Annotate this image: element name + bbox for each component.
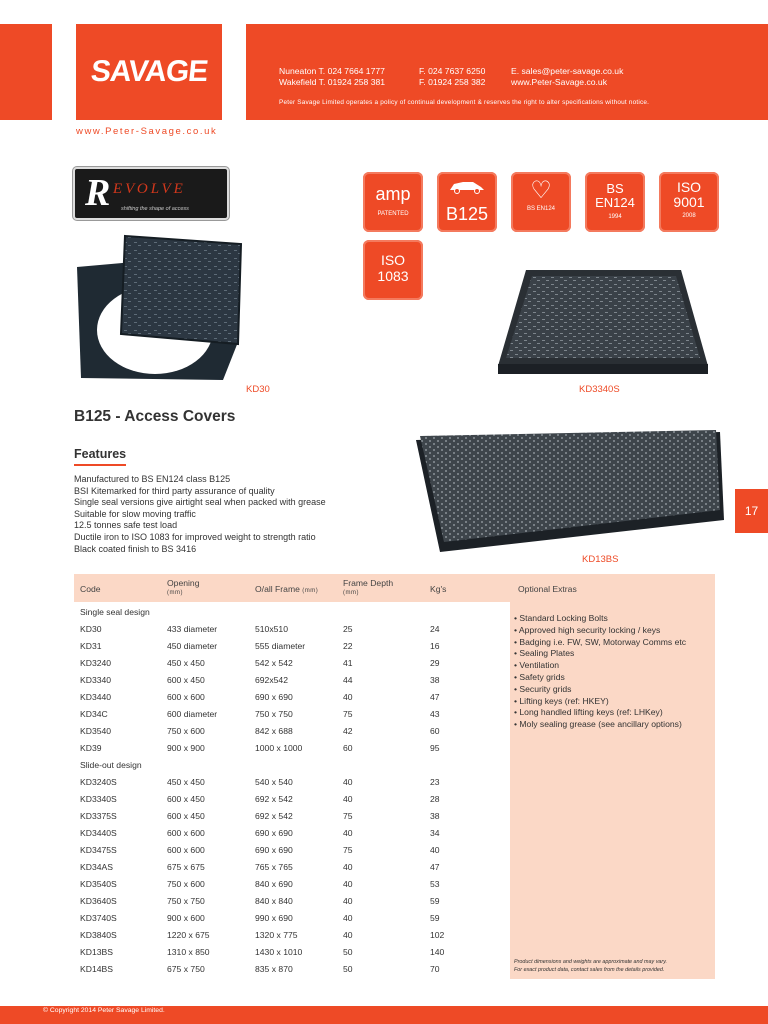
- cell-depth: 40: [343, 879, 353, 889]
- caption-kd30: KD30: [246, 384, 270, 395]
- cell-depth: 40: [343, 794, 353, 804]
- cell-depth: 25: [343, 624, 353, 634]
- iso-1083-badge: ISO 1083: [363, 240, 423, 300]
- cell-kg: 59: [430, 896, 440, 906]
- cell-kg: 28: [430, 794, 440, 804]
- cell-kg: 70: [430, 964, 440, 974]
- cell-code: Slide-out design: [80, 760, 142, 770]
- contact-block: [279, 66, 623, 88]
- cell-opening: 600 x 600: [167, 828, 205, 838]
- savage-logo: [76, 24, 222, 120]
- cell-depth: 75: [343, 811, 353, 821]
- extra-item: • Sealing Plates: [514, 648, 575, 659]
- bs-en124-badge: BS EN124 1994: [585, 172, 645, 232]
- feature-item: Ductile iron to ISO 1083 for improved weight to strength ratio: [74, 531, 316, 542]
- cell-kg: 47: [430, 862, 440, 872]
- feature-item: Suitable for slow moving traffic: [74, 508, 196, 519]
- features-heading: Features: [74, 447, 126, 466]
- cell-frame: 765 x 765: [255, 862, 293, 872]
- cell-kg: 140: [430, 947, 445, 957]
- contact-email[interactable]: E. sales@peter-savage.co.uk: [511, 66, 624, 76]
- cell-depth: 60: [343, 743, 353, 753]
- cell-kg: 16: [430, 641, 440, 651]
- footer-bar: [0, 1006, 768, 1024]
- cell-depth: 40: [343, 862, 353, 872]
- header-kg: Kg's: [430, 584, 447, 594]
- cell-opening: 600 x 600: [167, 692, 205, 702]
- cell-code: KD34AS: [80, 862, 113, 872]
- logo-text: SAVAGE: [89, 55, 209, 88]
- cell-code: KD3340: [80, 675, 112, 685]
- cell-code: KD3440S: [80, 828, 117, 838]
- cell-kg: 23: [430, 777, 440, 787]
- cell-code: KD14BS: [80, 964, 113, 974]
- cell-frame: 990 x 690: [255, 913, 293, 923]
- cell-depth: 40: [343, 828, 353, 838]
- copyright: © Copyright 2014 Peter Savage Limited.: [43, 1007, 165, 1014]
- cell-frame: 842 x 688: [255, 726, 293, 736]
- feature-item: Manufactured to BS EN124 class B125: [74, 474, 231, 484]
- cell-frame: 542 x 542: [255, 658, 293, 668]
- header-code: Code: [80, 584, 101, 594]
- cell-depth: 75: [343, 709, 353, 719]
- cell-opening: 675 x 750: [167, 964, 205, 974]
- cell-frame: 1320 x 775: [255, 930, 298, 940]
- page-title: B125 - Access Covers: [74, 408, 236, 425]
- cell-opening: 600 x 450: [167, 675, 205, 685]
- cell-depth: 40: [343, 692, 353, 702]
- iso-9001-badge: ISO 9001 2008: [659, 172, 719, 232]
- cell-frame: 835 x 870: [255, 964, 293, 974]
- cell-opening: 600 diameter: [167, 709, 218, 719]
- cell-code: KD31: [80, 641, 102, 651]
- extra-item: • Standard Locking Bolts: [514, 613, 608, 623]
- disclaimer-note: Product dimensions and weights are approximate and may vary. For exact product data, contact sales from the details provided.: [514, 959, 668, 973]
- cell-frame: 555 diameter: [255, 641, 306, 651]
- cell-kg: 24: [430, 624, 440, 634]
- cell-opening: 1220 x 675: [167, 930, 210, 940]
- extra-item: • Moly sealing grease (see ancillary options): [514, 719, 682, 730]
- kd3340s-cover-photo: [496, 268, 711, 376]
- cell-code: KD3375S: [80, 811, 117, 821]
- header-depth: Frame Depth (mm): [343, 578, 394, 596]
- cell-depth: 40: [343, 913, 353, 923]
- cell-frame: 692 x 542: [255, 811, 293, 821]
- cell-code: KD3740S: [80, 913, 117, 923]
- cell-opening: 900 x 900: [167, 743, 205, 753]
- cell-frame: 1430 x 1010: [255, 947, 303, 957]
- cell-kg: 38: [430, 811, 440, 821]
- cell-opening: 433 diameter: [167, 624, 218, 634]
- cell-kg: 47: [430, 692, 440, 702]
- cell-code: KD3240: [80, 658, 112, 668]
- cell-opening: 900 x 600: [167, 913, 205, 923]
- caption-kd13bs: KD13BS: [582, 554, 619, 565]
- cell-frame: 750 x 750: [255, 709, 293, 719]
- cell-frame: 690 x 690: [255, 845, 293, 855]
- extra-item: • Lifting keys (ref: HKEY): [514, 695, 609, 706]
- cell-frame: 540 x 540: [255, 777, 293, 787]
- kitemark-icon: ♡: [530, 177, 552, 204]
- cell-frame: 840 x 840: [255, 896, 293, 906]
- kitemark-badge: ♡ BS EN124: [511, 172, 571, 232]
- cell-opening: 750 x 750: [167, 896, 205, 906]
- cell-frame: 690 x 690: [255, 692, 293, 702]
- extra-item: • Safety grids: [514, 671, 565, 682]
- cell-code: KD3440: [80, 692, 112, 702]
- cell-opening: 600 x 450: [167, 811, 205, 821]
- features-list: [74, 474, 326, 555]
- cell-kg: 29: [430, 658, 440, 668]
- contact-website[interactable]: www.Peter-Savage.co.uk: [511, 77, 608, 87]
- extra-item: • Security grids: [514, 683, 572, 694]
- cell-code: KD3340S: [80, 794, 117, 804]
- cell-frame: 840 x 690: [255, 879, 293, 889]
- website-link[interactable]: www.Peter-Savage.co.uk: [76, 126, 218, 137]
- cell-opening: 450 x 450: [167, 658, 205, 668]
- cell-opening: 750 x 600: [167, 726, 205, 736]
- caption-kd3340s: KD3340S: [579, 384, 620, 395]
- feature-item: Black coated finish to BS 3416: [74, 543, 197, 554]
- cell-frame: 692x542: [255, 675, 288, 685]
- extra-item: • Ventilation: [514, 660, 560, 671]
- cell-depth: 75: [343, 845, 353, 855]
- cell-opening: 675 x 675: [167, 862, 205, 872]
- policy-text: Peter Savage Limited operates a policy of continual development & reserves the right to alter specifications without notice.: [279, 99, 650, 106]
- extra-item: • Approved high security locking / keys: [514, 624, 661, 635]
- feature-item: Single seal versions give airtight seal when packed with grease: [74, 497, 326, 508]
- cell-opening: 1310 x 850: [167, 947, 210, 957]
- b125-badge: B125: [437, 172, 497, 232]
- revolve-logo: R EVOLVE shifting the shape of access: [73, 167, 229, 220]
- feature-item: BSI Kitemarked for third party assurance of quality: [74, 485, 275, 496]
- cell-depth: 42: [343, 726, 353, 736]
- cell-opening: 600 x 450: [167, 794, 205, 804]
- cell-code: KD3840S: [80, 930, 117, 940]
- cell-depth: 40: [343, 930, 353, 940]
- cell-code: KD39: [80, 743, 102, 753]
- cell-depth: 40: [343, 777, 353, 787]
- extra-item: • Badging i.e. FW, SW, Motorway Comms etc: [514, 636, 687, 647]
- cell-kg: 59: [430, 913, 440, 923]
- header-extras: Optional Extras: [518, 584, 577, 594]
- cell-kg: 95: [430, 743, 440, 753]
- header-frame: O/all Frame (mm): [255, 584, 319, 594]
- kd13bs-cover-photo: [408, 430, 730, 554]
- cell-opening: 450 x 450: [167, 777, 205, 787]
- cell-frame: 510x510: [255, 624, 288, 634]
- cell-depth: 40: [343, 896, 353, 906]
- amp-patented-badge: amp PATENTED: [363, 172, 423, 232]
- cell-depth: 50: [343, 947, 353, 957]
- cell-depth: 50: [343, 964, 353, 974]
- cell-kg: 43: [430, 709, 440, 719]
- cell-kg: 53: [430, 879, 440, 889]
- cell-code: KD3540S: [80, 879, 117, 889]
- cell-kg: 40: [430, 845, 440, 855]
- cell-frame: 1000 x 1000: [255, 743, 303, 753]
- cell-code: KD3640S: [80, 896, 117, 906]
- optional-extras-list: [514, 613, 686, 731]
- cell-kg: 60: [430, 726, 440, 736]
- cell-code: KD3475S: [80, 845, 117, 855]
- car-icon: [447, 178, 487, 194]
- cell-opening: 600 x 600: [167, 845, 205, 855]
- feature-item: 12.5 tonnes safe test load: [74, 520, 178, 531]
- cell-depth: 44: [343, 675, 353, 685]
- cell-code: KD3240S: [80, 777, 117, 787]
- cell-depth: 22: [343, 641, 353, 651]
- contact-row-nuneaton: Nuneaton T. 024 7664 1777 F. 024 7637 6250 E. sales@peter-savage.co.uk: [279, 66, 624, 76]
- cell-code: KD13BS: [80, 947, 113, 957]
- cell-frame: 690 x 690: [255, 828, 293, 838]
- cell-frame: 692 x 542: [255, 794, 293, 804]
- kd30-cover-photo: [73, 232, 248, 382]
- cell-depth: 41: [343, 658, 353, 668]
- cell-opening: 750 x 600: [167, 879, 205, 889]
- header-opening: Opening (mm): [167, 578, 200, 596]
- cell-code: KD34C: [80, 709, 108, 719]
- cell-code: KD3540: [80, 726, 112, 736]
- extra-item: • Long handled lifting keys (ref: LHKey): [514, 707, 663, 718]
- cell-kg: 102: [430, 930, 445, 940]
- cell-kg: 34: [430, 828, 440, 838]
- cell-code: KD30: [80, 624, 102, 634]
- cell-kg: 38: [430, 675, 440, 685]
- cell-opening: 450 diameter: [167, 641, 218, 651]
- page-number-tab: 17: [735, 489, 768, 533]
- cell-code: Single seal design: [80, 607, 150, 617]
- contact-row-wakefield: Wakefield T. 01924 258 381 F. 01924 258 382 www.Peter-Savage.co.uk: [279, 77, 608, 87]
